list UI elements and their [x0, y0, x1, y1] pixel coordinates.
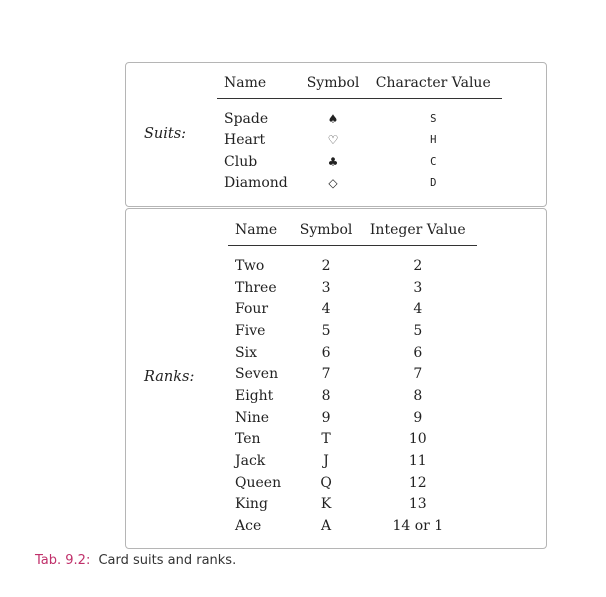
table-row — [228, 342, 477, 364]
table-row — [228, 246, 477, 277]
ranks-symbol-cell: 6 — [321, 344, 331, 361]
suits-value-cell: S — [430, 112, 437, 125]
ranks-value-cell: 10 — [408, 431, 427, 448]
suits-table — [217, 73, 502, 194]
table-row — [228, 450, 477, 472]
suits-name-cell: Heart — [224, 132, 266, 149]
ranks-name-cell: Ten — [235, 431, 261, 448]
table-row — [217, 99, 502, 130]
ranks-symbol-cell: 7 — [321, 366, 331, 383]
ranks-name-cell: Two — [235, 257, 265, 274]
suits-header-row — [217, 73, 502, 99]
ranks-symbol-cell: T — [321, 431, 331, 448]
ranks-symbol-cell: 2 — [321, 257, 331, 274]
ranks-symbol-cell: Q — [320, 474, 332, 491]
ranks-header-row — [228, 219, 477, 246]
ranks-name-cell: King — [235, 496, 268, 513]
table-row — [217, 130, 502, 152]
suits-symbol-cell — [302, 173, 365, 195]
ranks-value-cell: 14 or 1 — [392, 518, 444, 535]
ranks-value-cell: 7 — [413, 366, 423, 383]
table-row — [228, 320, 477, 342]
table-row — [228, 385, 477, 407]
ranks-name-cell: Seven — [235, 366, 279, 383]
ranks-panel — [125, 208, 547, 549]
table-row — [217, 151, 502, 173]
table-row — [228, 277, 477, 299]
suits-symbol-cell — [302, 99, 365, 130]
ranks-name-cell: Ace — [235, 518, 262, 535]
suits-value-cell: H — [430, 134, 437, 147]
suits-header-value: Character Value — [375, 75, 491, 91]
suits-name-cell: Spade — [224, 110, 269, 127]
suits-value-cell: C — [430, 155, 437, 168]
table-row — [228, 515, 477, 537]
ranks-value-cell: 13 — [408, 496, 427, 513]
ranks-symbol-cell: J — [323, 453, 329, 470]
table-caption — [35, 553, 236, 568]
ranks-name-cell: Six — [235, 344, 257, 361]
ranks-value-cell: 11 — [408, 453, 427, 470]
table-row — [228, 494, 477, 516]
ranks-name-cell: Eight — [235, 387, 274, 404]
suits-header-name: Name — [224, 75, 267, 91]
ranks-value-cell: 6 — [413, 344, 423, 361]
caption-label: Tab. 9.2: — [35, 553, 91, 568]
ranks-value-cell: 4 — [413, 301, 423, 318]
suits-symbol-cell — [302, 130, 365, 152]
suits-name-cell: Diamond — [224, 175, 288, 192]
ranks-symbol-cell: 8 — [321, 387, 331, 404]
suits-label: Suits: — [144, 126, 187, 142]
ranks-value-cell: 3 — [413, 279, 423, 296]
suits-name-cell: Club — [224, 153, 258, 170]
ranks-symbol-cell: A — [321, 518, 332, 535]
ranks-name-cell: Jack — [235, 453, 266, 470]
ranks-symbol-cell: K — [320, 496, 332, 513]
ranks-value-cell: 12 — [408, 474, 427, 491]
club-icon: ♣ — [327, 154, 339, 169]
ranks-header-value: Integer Value — [369, 221, 466, 238]
table-row — [228, 298, 477, 320]
suits-header-symbol: Symbol — [306, 75, 360, 91]
ranks-value-cell: 8 — [413, 387, 423, 404]
diamond-icon: ◇ — [328, 176, 338, 191]
table-row — [228, 429, 477, 451]
ranks-label: Ranks: — [144, 369, 195, 385]
ranks-symbol-cell: 4 — [321, 301, 331, 318]
ranks-name-cell: Five — [235, 322, 266, 339]
ranks-header-name: Name — [235, 221, 278, 238]
ranks-value-cell: 5 — [413, 322, 423, 339]
ranks-symbol-cell: 5 — [321, 322, 331, 339]
ranks-name-cell: Queen — [235, 474, 282, 491]
table-row — [228, 472, 477, 494]
ranks-value-cell: 2 — [413, 257, 423, 274]
heart-icon: ♡ — [327, 133, 339, 148]
ranks-header-symbol: Symbol — [299, 221, 353, 238]
ranks-symbol-cell: 9 — [321, 409, 331, 426]
ranks-value-cell: 9 — [413, 409, 423, 426]
ranks-name-cell: Three — [235, 279, 277, 296]
suits-panel — [125, 62, 547, 207]
table-row — [228, 363, 477, 385]
caption-text: Card suits and ranks. — [98, 553, 237, 568]
suits-symbol-cell — [302, 151, 365, 173]
table-row — [217, 173, 502, 195]
ranks-name-cell: Four — [235, 301, 269, 318]
table-row — [228, 407, 477, 429]
ranks-name-cell: Nine — [235, 409, 270, 426]
ranks-symbol-cell: 3 — [321, 279, 331, 296]
ranks-table — [228, 219, 477, 537]
suits-value-cell: D — [430, 177, 437, 190]
spade-icon: ♠ — [327, 111, 339, 126]
